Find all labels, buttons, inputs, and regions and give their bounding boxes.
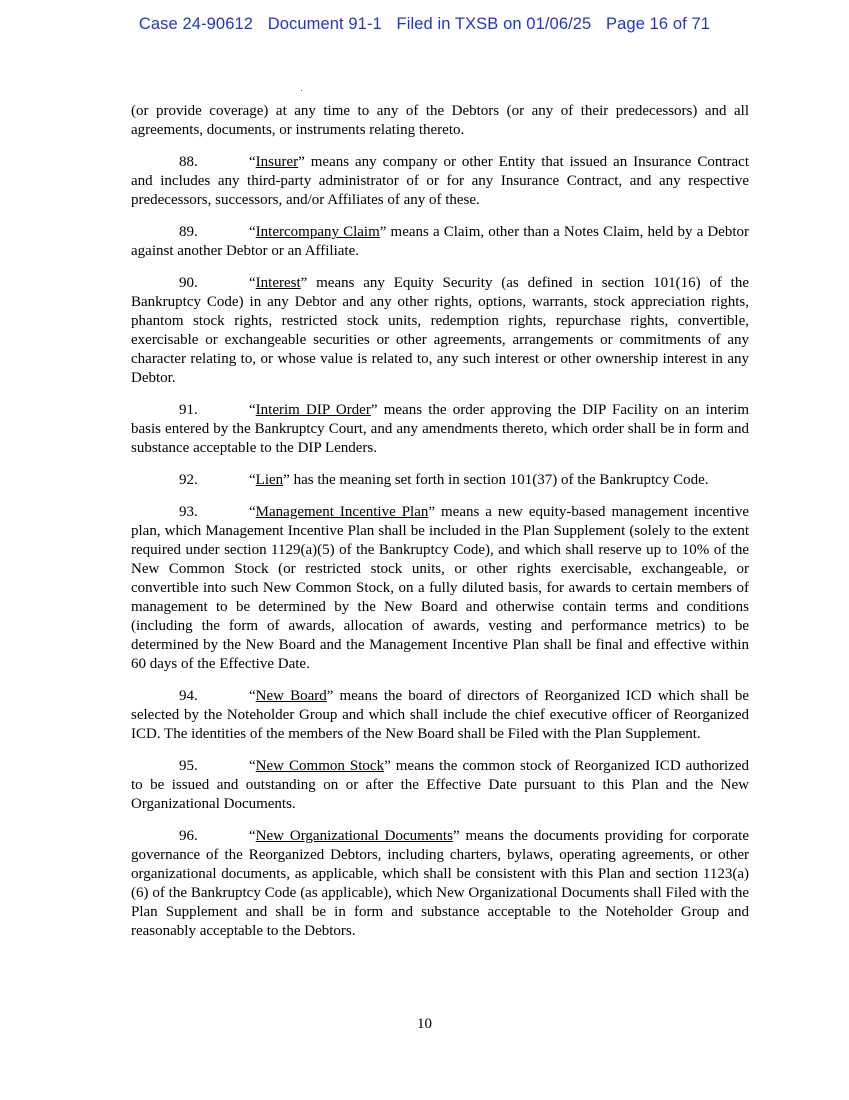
definition-text: means any Equity Security (as defined in section 101(16) of the Bankruptcy Code) in any Debtor and any other rights, options, warrants, stock appreciation rights, phantom stock rights, restricted stock units, redemption rights, repurchase rights, convertible, exercisable or exchangeable securities or other agreements, arrangements or commitments of any character relating to, or whose value is related to, any such interest or other ownership interest in any Debtor. xyxy=(131,275,749,386)
definition-number: 90. xyxy=(179,275,198,291)
document-number: Document 91-1 xyxy=(267,15,382,33)
definition-number: 93. xyxy=(179,504,198,520)
definition-number: 95. xyxy=(179,758,198,774)
definition-text: means the common stock of Reorganized ICD authorized to be issued and outstanding on or after the Effective Date pursuant to this Plan and the New Organizational Documents. xyxy=(131,758,749,812)
document-body xyxy=(131,102,749,954)
case-number: Case 24-90612 xyxy=(138,15,254,33)
defined-term: Intercompany Claim xyxy=(255,224,380,240)
definition-text: means the board of directors of Reorganized ICD which shall be selected by the Noteholder Group and which shall include the chief executive officer of Reorganized ICD. The identities of the members of the New Board shall be Filed with the Plan Supplement. xyxy=(131,688,749,742)
definition-paragraph: 90. “Interest” means any Equity Security (as defined in section 101(16) of the Bankruptcy Code) in any Debtor and any other rights, options, warrants, stock appreciation rights, phantom stock rights, restricted stock units, redemption rights, repurchase rights, convertible, exercisable or exchangeable securities or other agreements, arrangements or commitments of any character relating to, or whose value is related to, any such interest or other ownership interest in any Debtor. xyxy=(131,275,749,386)
stray-mark xyxy=(301,90,302,91)
definition-number: 94. xyxy=(179,688,198,704)
definition-paragraph: 91. “Interim DIP Order” means the order approving the DIP Facility on an interim basis entered by the Bankruptcy Court, and any amendments thereto, which order shall be in form and substance acceptable to the DIP Lenders. xyxy=(131,402,749,456)
definitions-list xyxy=(131,153,749,941)
defined-term: New Common Stock xyxy=(255,758,385,774)
definition-paragraph: 96. “New Organizational Documents” means the documents providing for corporate governance of the Reorganized Debtors, including charters, bylaws, operating agreements, or other organizational documents, as applicable, which shall be consistent with this Plan and section 1123(a)(6) of the Bankruptcy Code (as applicable), which New Organizational Documents shall Filed with the Plan Supplement and shall be in form and substance acceptable to the Noteholder Group and reasonably acceptable to the Debtors. xyxy=(131,828,749,939)
page-number: 10 xyxy=(417,1016,432,1032)
definition-text: has the meaning set forth in section 101(37) of the Bankruptcy Code. xyxy=(289,472,709,488)
definition-paragraph: 93. “Management Incentive Plan” means a new equity-based management incentive plan, which Management Incentive Plan shall be included in the Plan Supplement (solely to the extent required under section 1129(a)(5) of the Bankruptcy Code), and which shall reserve up to 10% of the New Common Stock (or restricted stock units, or other rights exercisable, exchangeable, or convertible into such New Common Stock, on a fully diluted basis, for awards to certain members of management to be determined by the New Board and otherwise contain terms and conditions (including the form of awards, allocation of awards, vesting and performance metrics) to be determined by the New Board and the Management Incentive Plan shall be final and effective within 60 days of the Effective Date. xyxy=(131,504,750,672)
definition-paragraph: 94. “New Board” means the board of directors of Reorganized ICD which shall be selected by the Noteholder Group and which shall include the chief executive officer of Reorganized ICD. The identities of the members of the New Board shall be Filed with the Plan Supplement. xyxy=(131,688,749,742)
definition-number: 96. xyxy=(179,828,198,844)
definition-paragraph: 88. “Insurer” means any company or other Entity that issued an Insurance Contract and includes any third-party administrator of or for any Insurance Contract, and any respective predecessors, successors, and/or Affiliates of any of these. xyxy=(131,154,749,208)
defined-term: Management Incentive Plan xyxy=(255,504,429,520)
defined-term: Lien xyxy=(255,472,284,488)
definition-number: 88. xyxy=(179,154,198,170)
defined-term: New Organizational Documents xyxy=(255,828,453,844)
filing-header xyxy=(0,15,849,34)
filed-info: Filed in TXSB on 01/06/25 xyxy=(396,15,592,33)
definition-number: 89. xyxy=(179,224,198,240)
defined-term: Interim DIP Order xyxy=(255,402,371,418)
definition-text: means a new equity-based management incentive plan, which Management Incentive Plan shall be included in the Plan Supplement (solely to the extent required under section 1129(a)(5) of the Bankruptcy Code), and which shall reserve up to 10% of the New Common Stock (or restricted stock units, or other rights exercisable, exchangeable, or convertible into such New Common Stock, on a fully diluted basis, for awards to certain members of management to be determined by the New Board and otherwise contain terms and conditions (including the form of awards, allocation of awards, vesting and performance metrics) to be determined by the New Board and the Management Incentive Plan shall be final and effective within 60 days of the Effective Date. xyxy=(131,504,750,672)
definition-text: means any company or other Entity that issued an Insurance Contract and includes any third-party administrator of or for any Insurance Contract, and any respective predecessors, successors, and/or Affiliates of any of these. xyxy=(131,154,749,208)
definition-text: means a Claim, other than a Notes Claim, held by a Debtor against another Debtor or an Affiliate. xyxy=(131,224,749,259)
definition-text: means the order approving the DIP Facility on an interim basis entered by the Bankruptcy Court, and any amendments thereto, which order shall be in form and substance acceptable to the DIP Lenders. xyxy=(131,402,749,456)
defined-term: Interest xyxy=(255,275,301,291)
definition-text: means the documents providing for corporate governance of the Reorganized Debtors, including charters, bylaws, operating agreements, or other organizational documents, as applicable, which shall be consistent with this Plan and section 1123(a)(6) of the Bankruptcy Code (as applicable), which New Organizational Documents shall Filed with the Plan Supplement and shall be in form and substance acceptable to the Noteholder Group and reasonably acceptable to the Debtors. xyxy=(131,828,749,939)
definition-paragraph: 92. “Lien” has the meaning set forth in section 101(37) of the Bankruptcy Code. xyxy=(131,471,749,490)
intro-paragraph: (or provide coverage) at any time to any of the Debtors (or any of their predecessors) and all agreements, documents, or instruments relating thereto. xyxy=(131,103,749,138)
page-info: Page 16 of 71 xyxy=(606,15,711,33)
defined-term: New Board xyxy=(255,688,327,704)
definition-paragraph: 89. “Intercompany Claim” means a Claim, other than a Notes Claim, held by a Debtor against another Debtor or an Affiliate. xyxy=(131,224,749,259)
definition-number: 91. xyxy=(179,402,198,418)
defined-term: Insurer xyxy=(255,154,299,170)
definition-number: 92. xyxy=(179,472,198,488)
definition-paragraph: 95. “New Common Stock” means the common stock of Reorganized ICD authorized to be issued and outstanding on or after the Effective Date pursuant to this Plan and the New Organizational Documents. xyxy=(131,758,749,812)
